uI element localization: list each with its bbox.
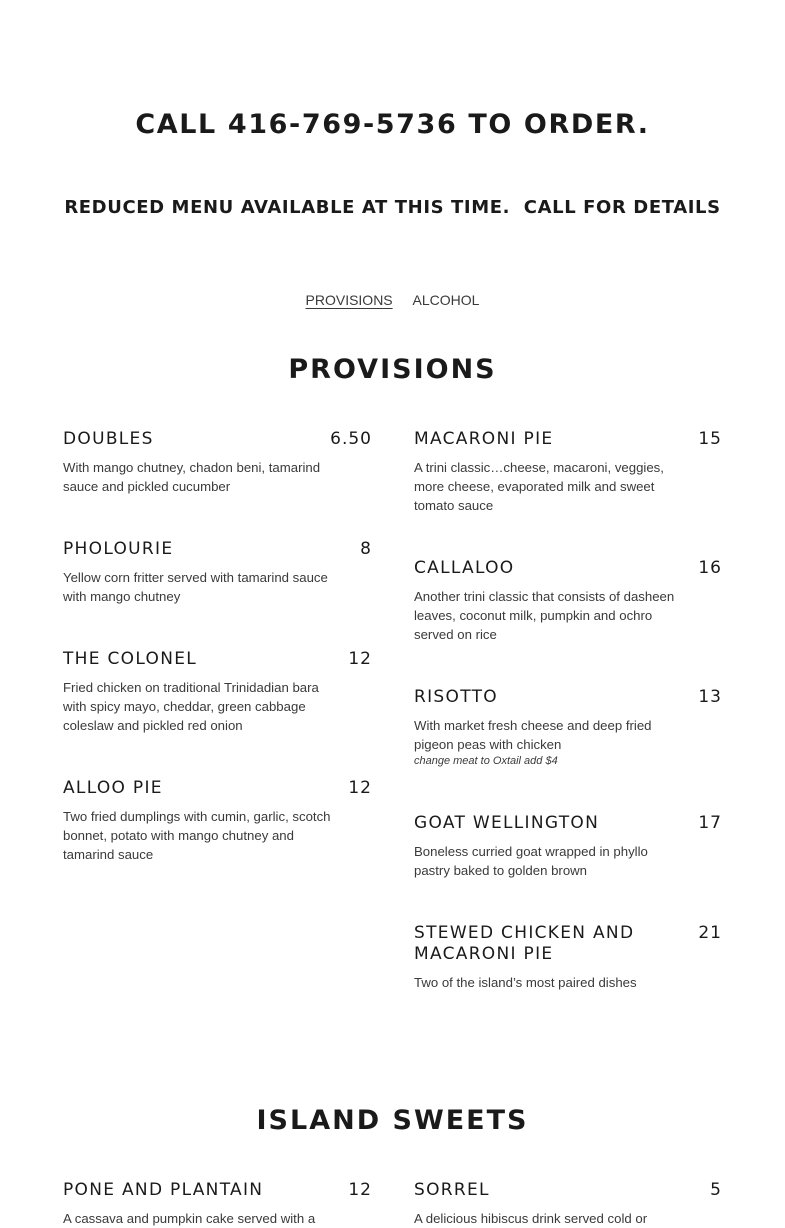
item-name: ALLOO PIE (63, 778, 163, 798)
item-name: STEWED CHICKEN AND MACARONI PIE (414, 923, 635, 964)
item-description: Yellow corn fritter served with tamarind sauce with mango chutney (63, 570, 328, 604)
island-sweets-section-title: ISLAND SWEETS (256, 1105, 529, 1136)
item-price: 8 (360, 539, 372, 559)
item-price: 21 (698, 923, 722, 943)
item-description: Another trini classic that consists of dasheen leaves, coconut milk, pumpkin and ochro served on rice (414, 589, 675, 642)
item-name: THE COLONEL (63, 649, 198, 669)
item-price: 15 (698, 429, 722, 449)
item-note: change meat to Oxtail add $4 (414, 755, 558, 767)
item-price: 12 (348, 649, 372, 669)
item-description: A trini classic…cheese, macaroni, veggies, more cheese, evaporated milk and sweet tomato sauce (414, 460, 664, 513)
item-name: GOAT WELLINGTON (414, 813, 600, 833)
item-name: SORREL (414, 1180, 490, 1200)
menu-item-doubles (63, 429, 372, 496)
item-price: 12 (348, 778, 372, 798)
menu-item-stewed-chicken-macaroni-pie (414, 923, 722, 992)
item-name: MACARONI PIE (414, 429, 554, 449)
item-name: PHOLOURIE (63, 539, 174, 559)
menu-item-callaloo (414, 558, 722, 644)
item-description: Two fried dumplings with cumin, garlic, scotch bonnet, potato with mango chutney and tamarind sauce (63, 809, 331, 862)
menu-item-the-colonel (63, 649, 372, 735)
menu-item-sorrel (414, 1180, 722, 1228)
item-description: With market fresh cheese and deep fried pigeon peas with chicken (414, 718, 652, 752)
tab-alcohol[interactable]: ALCOHOL (412, 292, 480, 308)
item-price: 12 (348, 1180, 372, 1200)
item-description: A delicious hibiscus drink served cold or (414, 1211, 648, 1226)
tab-provisions[interactable]: PROVISIONS (305, 292, 393, 308)
menu-item-pholourie (63, 539, 372, 606)
item-price: 16 (698, 558, 722, 578)
item-price: 6.50 (330, 429, 372, 449)
item-price: 13 (698, 687, 722, 707)
item-description: Two of the island’s most paired dishes (414, 975, 637, 990)
item-name: PONE AND PLANTAIN (63, 1180, 264, 1200)
menu-item-risotto (414, 687, 722, 769)
item-description: A cassava and pumpkin cake served with a (63, 1211, 316, 1226)
menu-item-alloo-pie (63, 778, 372, 864)
provisions-section-title: PROVISIONS (288, 354, 497, 385)
item-name: RISOTTO (414, 687, 498, 707)
menu-item-pone-and-plantain (63, 1180, 372, 1228)
item-name: CALLALOO (414, 558, 515, 578)
item-description: With mango chutney, chadon beni, tamarind sauce and pickled cucumber (63, 460, 321, 494)
menu-item-goat-wellington (414, 813, 722, 880)
call-to-order-heading: CALL 416-769-5736 TO ORDER. (135, 109, 650, 140)
item-name: DOUBLES (63, 429, 154, 449)
item-price: 17 (698, 813, 722, 833)
item-description: Fried chicken on traditional Trinidadian bara with spicy mayo, cheddar, green cabbage coleslaw and pickled red onion (63, 680, 319, 733)
reduced-menu-notice: REDUCED MENU AVAILABLE AT THIS TIME. CALL FOR DETAILS (64, 197, 721, 218)
item-description: Boneless curried goat wrapped in phyllo pastry baked to golden brown (414, 844, 648, 878)
item-price: 5 (710, 1180, 722, 1200)
menu-item-macaroni-pie (414, 429, 722, 515)
menu-tabs (0, 290, 785, 310)
